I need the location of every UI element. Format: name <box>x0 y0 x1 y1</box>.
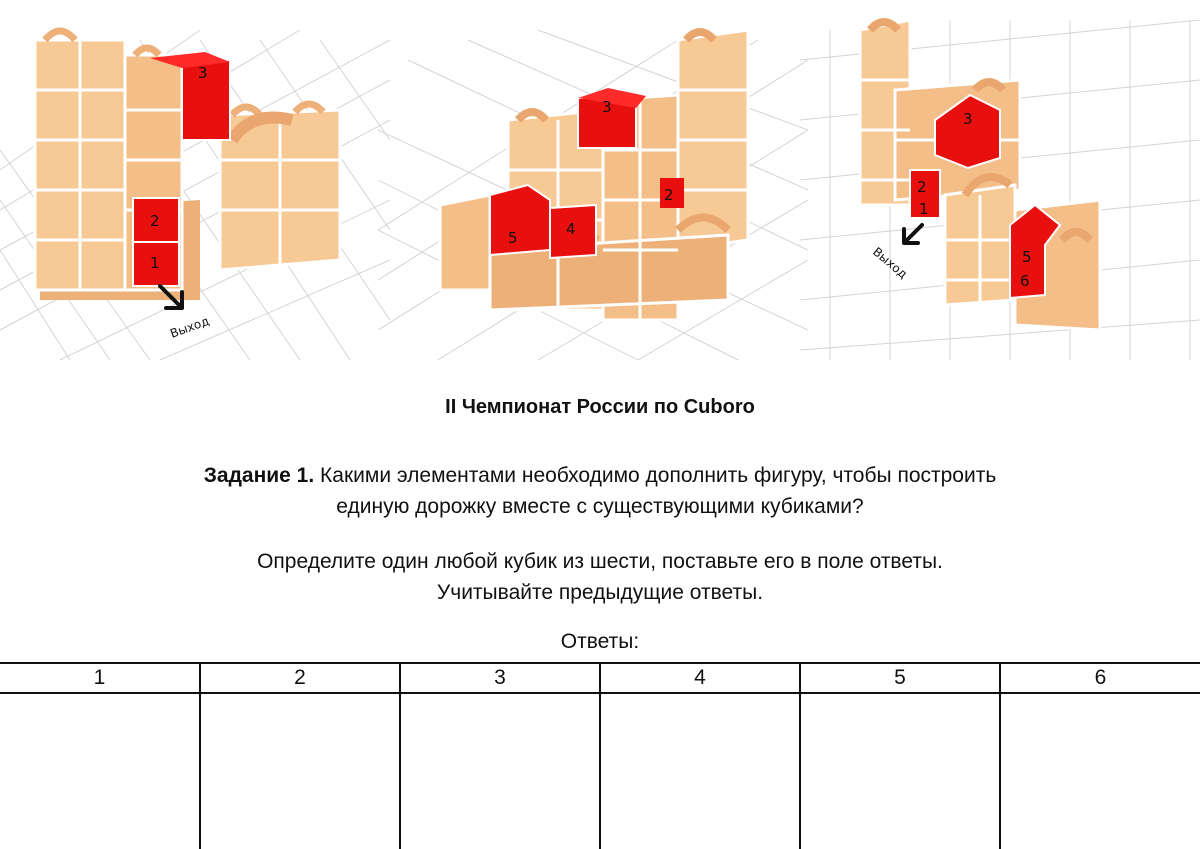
block-far-left <box>440 195 490 290</box>
answer-cell-3[interactable] <box>400 693 600 849</box>
task-label: Задание 1. <box>203 464 315 487</box>
cube-label-5: 5 <box>508 229 518 247</box>
answers-column-header-3: 3 <box>400 663 600 693</box>
cube-label-3: 3 <box>963 110 973 128</box>
cube-label-2: 2 <box>150 212 160 230</box>
cube-label-2: 2 <box>917 178 927 196</box>
answers-column-header-1: 1 <box>0 663 200 693</box>
cube-label-1: 1 <box>150 254 160 272</box>
answers-label: Ответы: <box>560 630 640 653</box>
answer-cell-2[interactable] <box>200 693 400 849</box>
figures-area <box>0 0 1200 360</box>
answer-cell-5[interactable] <box>800 693 1000 849</box>
missing-cube-5 <box>490 185 550 255</box>
instruction-line-2: Учитывайте предыдущие ответы. <box>436 581 764 604</box>
cube-label-3: 3 <box>198 64 208 82</box>
answers-column-header-2: 2 <box>200 663 400 693</box>
answer-cell-4[interactable] <box>600 693 800 849</box>
instruction-line-1: Определите один любой кубик из шести, поставьте его в поле ответы. <box>257 550 943 573</box>
answers-column-header-4: 4 <box>600 663 800 693</box>
answer-cell-1[interactable] <box>0 693 200 849</box>
cuboro-figure-2 <box>378 0 808 360</box>
cube-label-5: 5 <box>1022 248 1032 266</box>
task-text <box>0 460 1200 522</box>
answers-header-row <box>0 663 1200 693</box>
instructions-text <box>0 546 1200 608</box>
answer-cell-6[interactable] <box>1000 693 1200 849</box>
answers-table <box>0 662 1200 849</box>
exit-label: Выход <box>870 244 911 282</box>
task-line-1 <box>0 460 1200 491</box>
cube-label-4: 4 <box>566 220 576 238</box>
cube-label-3: 3 <box>602 98 612 116</box>
cuboro-figure-1 <box>0 0 390 360</box>
exit-arrow-icon <box>904 225 922 243</box>
figure-2-illustration <box>378 0 808 360</box>
figure-3-illustration <box>800 0 1200 360</box>
page-title: II Чемпионат России по Cuboro <box>445 396 755 418</box>
figure-1-illustration <box>0 0 390 360</box>
cuboro-figure-3 <box>800 0 1200 360</box>
cube-label-1: 1 <box>919 200 929 218</box>
task-question-line-1: Какими элементами необходимо дополнить фигуру, чтобы построить <box>320 464 997 487</box>
answers-input-row <box>0 693 1200 849</box>
answers-column-header-5: 5 <box>800 663 1000 693</box>
cube-label-2: 2 <box>664 186 674 204</box>
cube-label-6: 6 <box>1020 272 1030 290</box>
answers-column-header-6: 6 <box>1000 663 1200 693</box>
exit-label: Выход <box>168 313 212 341</box>
task-question-line-2: единую дорожку вместе с существующими кубиками? <box>336 495 864 518</box>
